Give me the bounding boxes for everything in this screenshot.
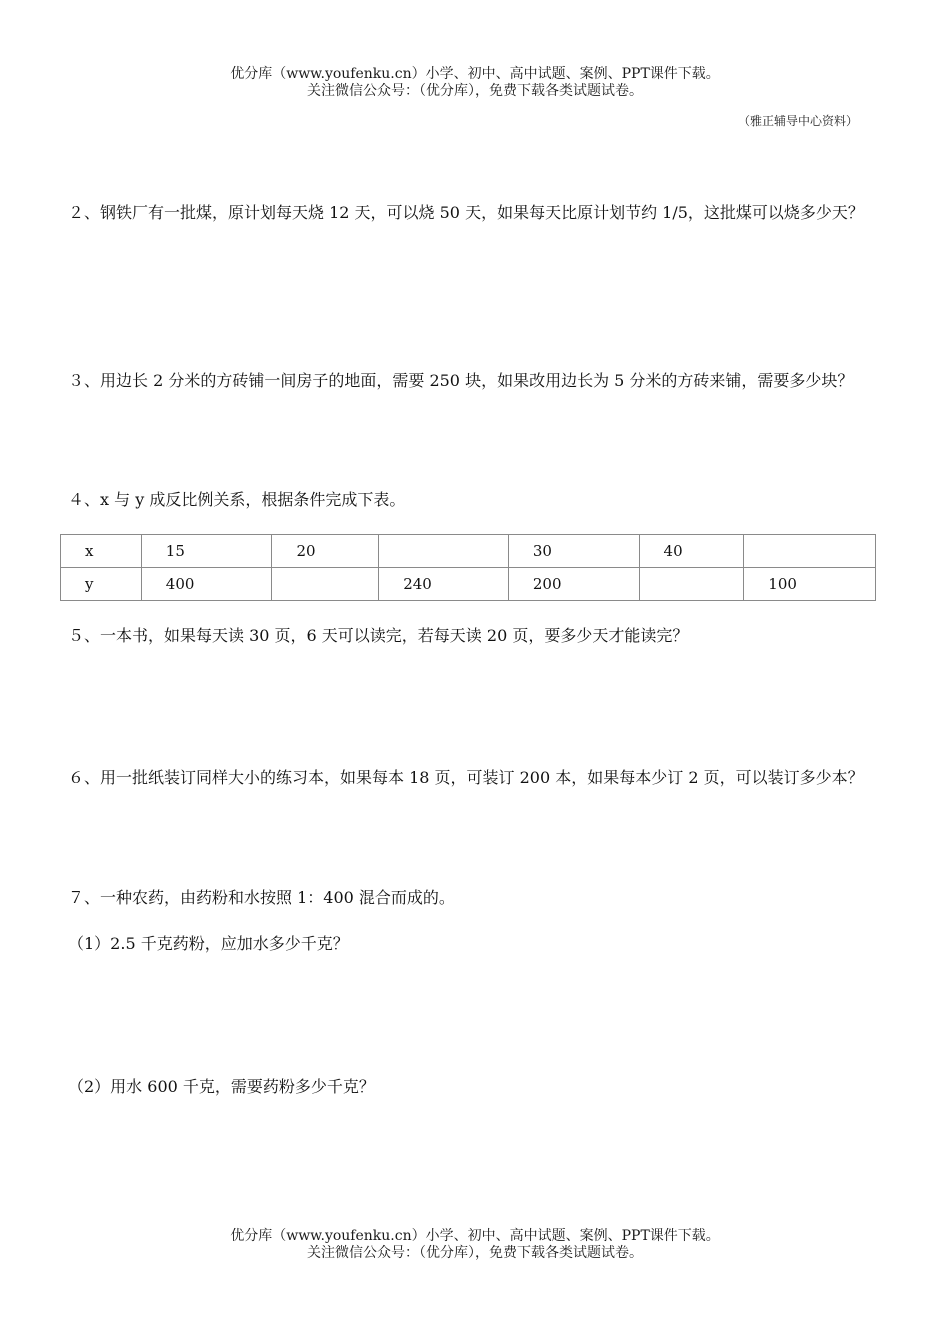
table-row-x [61, 535, 876, 568]
table-cell: 20 [272, 535, 379, 568]
table-cell: 30 [508, 535, 639, 568]
table-row-y [61, 568, 876, 601]
table-cell: 200 [508, 568, 639, 601]
table-cell: 400 [141, 568, 272, 601]
footer-line-2: 关注微信公众号：（优分库），免费下载各类试题试卷。 [307, 1245, 643, 1261]
table-cell: 100 [744, 568, 876, 601]
table-cell: 15 [141, 535, 272, 568]
table-cell [379, 535, 509, 568]
footer-line-1: 优分库（www.youfenku.cn）小学、初中、高中试题、案例、PPT课件下载。 [230, 1228, 720, 1244]
question-7-part-2: （2）用水 600 千克，需要药粉多少千克？ [68, 1077, 375, 1096]
question-3: ３、用边长 2 分米的方砖铺一间房子的地面，需要 250 块，如果改用边长为 5 分米的方砖来铺，需要多少块？ [68, 371, 854, 390]
page-header [0, 66, 950, 100]
table-cell [744, 535, 876, 568]
table-cell: 40 [639, 535, 744, 568]
question-6: ６、用一批纸装订同样大小的练习本，如果每本 18 页，可装订 200 本，如果每本少订 2 页，可以装订多少本？ [68, 768, 864, 787]
table-cell: 240 [379, 568, 509, 601]
page-footer [0, 1228, 950, 1262]
table-cell: y [61, 568, 142, 601]
question-4: ４、x 与 y 成反比例关系，根据条件完成下表。 [68, 490, 406, 509]
question-7: ７、一种农药，由药粉和水按照 1：400 混合而成的。 [68, 888, 455, 907]
xy-table [60, 534, 876, 601]
question-5: ５、一本书，如果每天读 30 页，6 天可以读完，若每天读 20 页，要多少天才能读完？ [68, 626, 689, 645]
table-cell: x [61, 535, 142, 568]
question-7-part-1: （1）2.5 千克药粉，应加水多少千克？ [68, 934, 349, 953]
header-line-2: 关注微信公众号：（优分库），免费下载各类试题试卷。 [307, 83, 643, 99]
header-line-1: 优分库（www.youfenku.cn）小学、初中、高中试题、案例、PPT课件下载。 [230, 66, 720, 82]
question-2: ２、钢铁厂有一批煤，原计划每天烧 12 天，可以烧 50 天，如果每天比原计划节约 1/5，这批煤可以烧多少天？ [68, 203, 864, 222]
table-cell [272, 568, 379, 601]
source-note: （雅正辅导中心资料） [737, 114, 858, 128]
table-cell [639, 568, 744, 601]
